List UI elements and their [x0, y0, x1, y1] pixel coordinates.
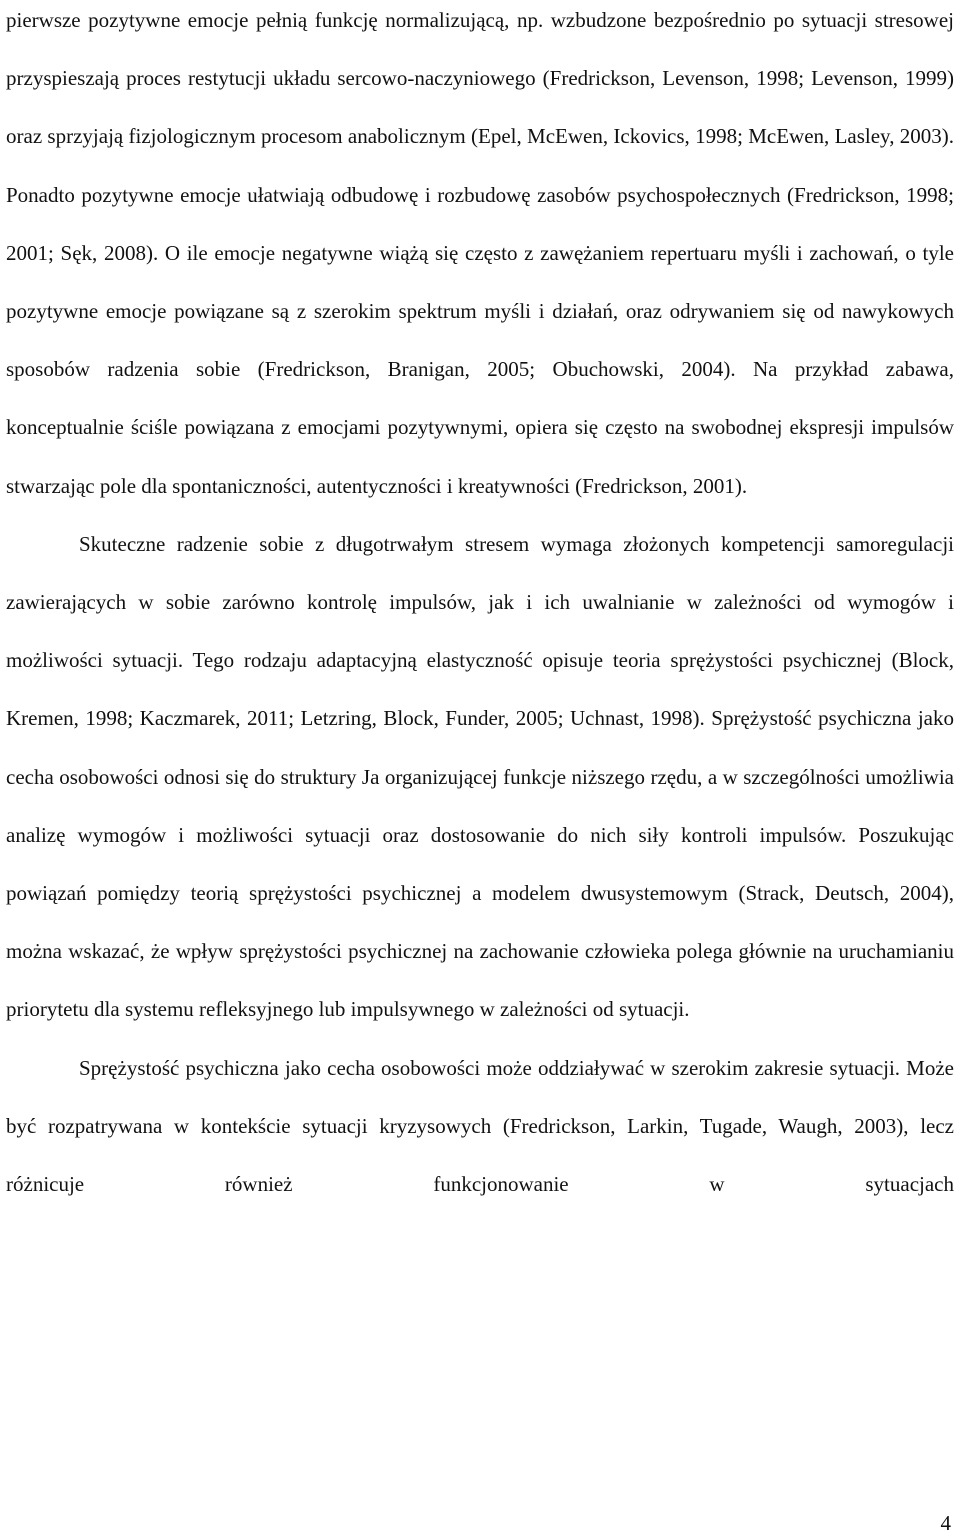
paragraph-2: Skuteczne radzenie sobie z długotrwałym stresem wymaga złożonych kompetencji samoregulacji zawierających w sobie zarówno kontrolę impulsów, jak i ich uwalnianie w zależności od wymogów i możliwości sytuacji. Tego rodzaju adaptacyjną elastyczność opisuje teoria sprężystości psychicznej (Block, Kremen, 1998; Kaczmarek, 2011; Letzring, Block, Funder, 2005; Uchnast, 1998). Sprężystość psychiczna jako cecha osobowości odnosi się do struktury Ja organizującej funkcje niższego rzędu, a w szczególności umożliwia analizę wymogów i możliwości sytuacji oraz dostosowanie do nich siły kontroli impulsów. Poszukując powiązań pomiędzy teorią sprężystości psychicznej a modelem dwusystemowym (Strack, Deutsch, 2004), można wskazać, że wpływ sprężystości psychicznej na zachowanie człowieka polega głównie na uruchamianiu priorytetu dla systemu refleksyjnego lub impulsywnego w zależności od sytuacji. [6, 531, 954, 1022]
paragraph-3: Sprężystość psychiczna jako cecha osobowości może oddziaływać w szerokim zakresie sytuacji. Może być rozpatrywana w kontekście sytuacji kryzysowych (Fredrickson, Larkin, Tugade, Waugh, 2003), lecz różnicuje również funkcjonowanie w sytuacjach [6, 1055, 954, 1197]
paragraph-1: pierwsze pozytywne emocje pełnią funkcję normalizującą, np. wzbudzone bezpośrednio po sytuacji stresowej przyspieszają proces restytucji układu sercowo-naczyniowego (Fredrickson, Levenson, 1998; Levenson, 1999) oraz sprzyjają fizjologicznym procesom anabolicznym (Epel, McEwen, Ickovics, 1998; McEwen, Lasley, 2003). Ponadto pozytywne emocje ułatwiają odbudowę i rozbudowę zasobów psychospołecznych (Fredrickson, 1998; 2001; Sęk, 2008). O ile emocje negatywne wiążą się często z zawężaniem repertuaru myśli i zachowań, o tyle pozytywne emocje powiązane są z szerokim spektrum myśli i działań, oraz odrywaniem się od nawykowych sposobów radzenia sobie (Fredrickson, Branigan, 2005; Obuchowski, 2004). Na przykład zabawa, konceptualnie ściśle powiązana z emocjami pozytywnymi, opiera się często na swobodnej ekspresji impulsów stwarzając pole dla spontaniczności, autentyczności i kreatywności (Fredrickson, 2001). [6, 8, 954, 498]
page-number: 4 [940, 1511, 951, 1535]
document-page [6, 0, 954, 1213]
